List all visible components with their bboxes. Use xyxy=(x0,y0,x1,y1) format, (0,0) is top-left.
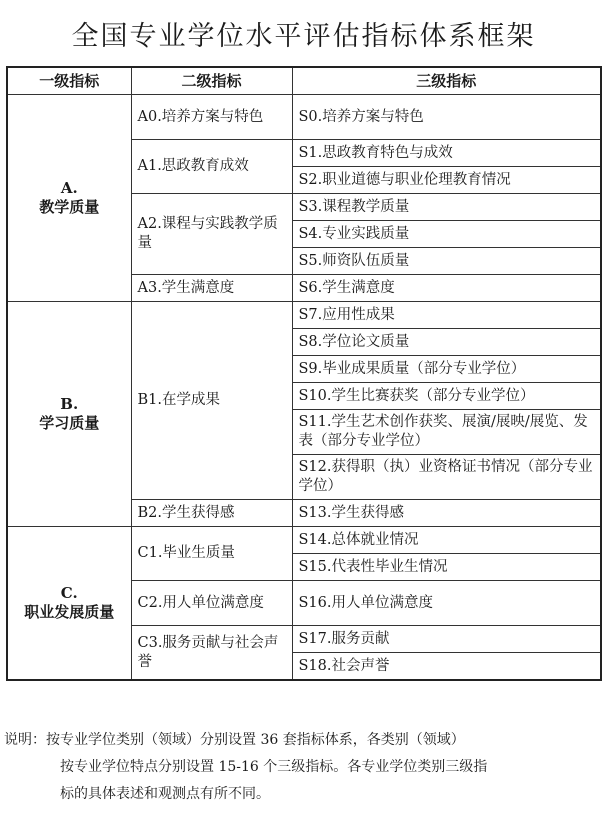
header-level2: 二级指标 xyxy=(131,67,292,95)
level3-s13: S13.学生获得感 xyxy=(292,500,601,527)
table-note xyxy=(4,727,604,808)
level3-s2: S2.职业道德与职业伦理教育情况 xyxy=(292,167,601,194)
level2-a2: A2.课程与实践教学质量 xyxy=(131,194,292,275)
table-row xyxy=(7,302,601,329)
level2-a0: A0.培养方案与特色 xyxy=(131,95,292,140)
level3-s11: S11.学生艺术创作获奖、展演/展映/展览、发表（部分专业学位） xyxy=(292,410,601,455)
level1-b-code: B. xyxy=(60,395,79,413)
level3-s9: S9.毕业成果质量（部分专业学位） xyxy=(292,356,601,383)
level1-a xyxy=(7,95,131,302)
level2-c3: C3.服务贡献与社会声誉 xyxy=(131,626,292,681)
page-title: 全国专业学位水平评估指标体系框架 xyxy=(71,21,536,52)
level3-s7: S7.应用性成果 xyxy=(292,302,601,329)
level3-s18: S18.社会声誉 xyxy=(292,653,601,681)
level1-a-code: A. xyxy=(60,179,78,197)
level3-s0: S0.培养方案与特色 xyxy=(292,95,601,140)
level1-c-code: C. xyxy=(60,584,78,602)
level3-s10: S10.学生比赛获奖（部分专业学位） xyxy=(292,383,601,410)
level2-a3: A3.学生满意度 xyxy=(131,275,292,302)
level1-b-label: 学习质量 xyxy=(39,414,100,432)
level3-s16: S16.用人单位满意度 xyxy=(292,581,601,626)
level2-b2: B2.学生获得感 xyxy=(131,500,292,527)
note-text-2: 按专业学位特点分别设置 15-16 个三级指标。各专业学位类别三级指 xyxy=(60,759,488,775)
level1-c-label: 职业发展质量 xyxy=(24,603,115,621)
level3-s8: S8.学位论文质量 xyxy=(292,329,601,356)
level3-s1: S1.思政教育特色与成效 xyxy=(292,140,601,167)
level3-s3: S3.课程教学质量 xyxy=(292,194,601,221)
level3-s17: S17.服务贡献 xyxy=(292,626,601,653)
indicator-table xyxy=(6,66,602,681)
level3-s4: S4.专业实践质量 xyxy=(292,221,601,248)
level3-s12: S12.获得职（执）业资格证书情况（部分专业学位） xyxy=(292,455,601,500)
level3-s15: S15.代表性毕业生情况 xyxy=(292,554,601,581)
level3-s14: S14.总体就业情况 xyxy=(292,527,601,554)
level2-c1: C1.毕业生质量 xyxy=(131,527,292,581)
note-lead: 说明： xyxy=(4,732,46,748)
header-level3: 三级指标 xyxy=(292,67,601,95)
note-text-1: 按专业学位类别（领域）分别设置 36 套指标体系，各类别（领域） xyxy=(46,732,465,748)
note-text-3: 标的具体表述和观测点有所不同。 xyxy=(60,786,270,802)
table-row xyxy=(7,527,601,554)
table-row xyxy=(7,95,601,140)
level1-c xyxy=(7,527,131,681)
level3-s6: S6.学生满意度 xyxy=(292,275,601,302)
level3-s5: S5.师资队伍质量 xyxy=(292,248,601,275)
level1-b xyxy=(7,302,131,527)
level1-a-label: 教学质量 xyxy=(39,198,100,216)
level2-a1: A1.思政教育成效 xyxy=(131,140,292,194)
level2-b1: B1.在学成果 xyxy=(131,302,292,500)
header-level1: 一级指标 xyxy=(7,67,131,95)
table-header-row xyxy=(7,67,601,95)
level2-c2: C2.用人单位满意度 xyxy=(131,581,292,626)
note-line-1 xyxy=(4,727,604,754)
